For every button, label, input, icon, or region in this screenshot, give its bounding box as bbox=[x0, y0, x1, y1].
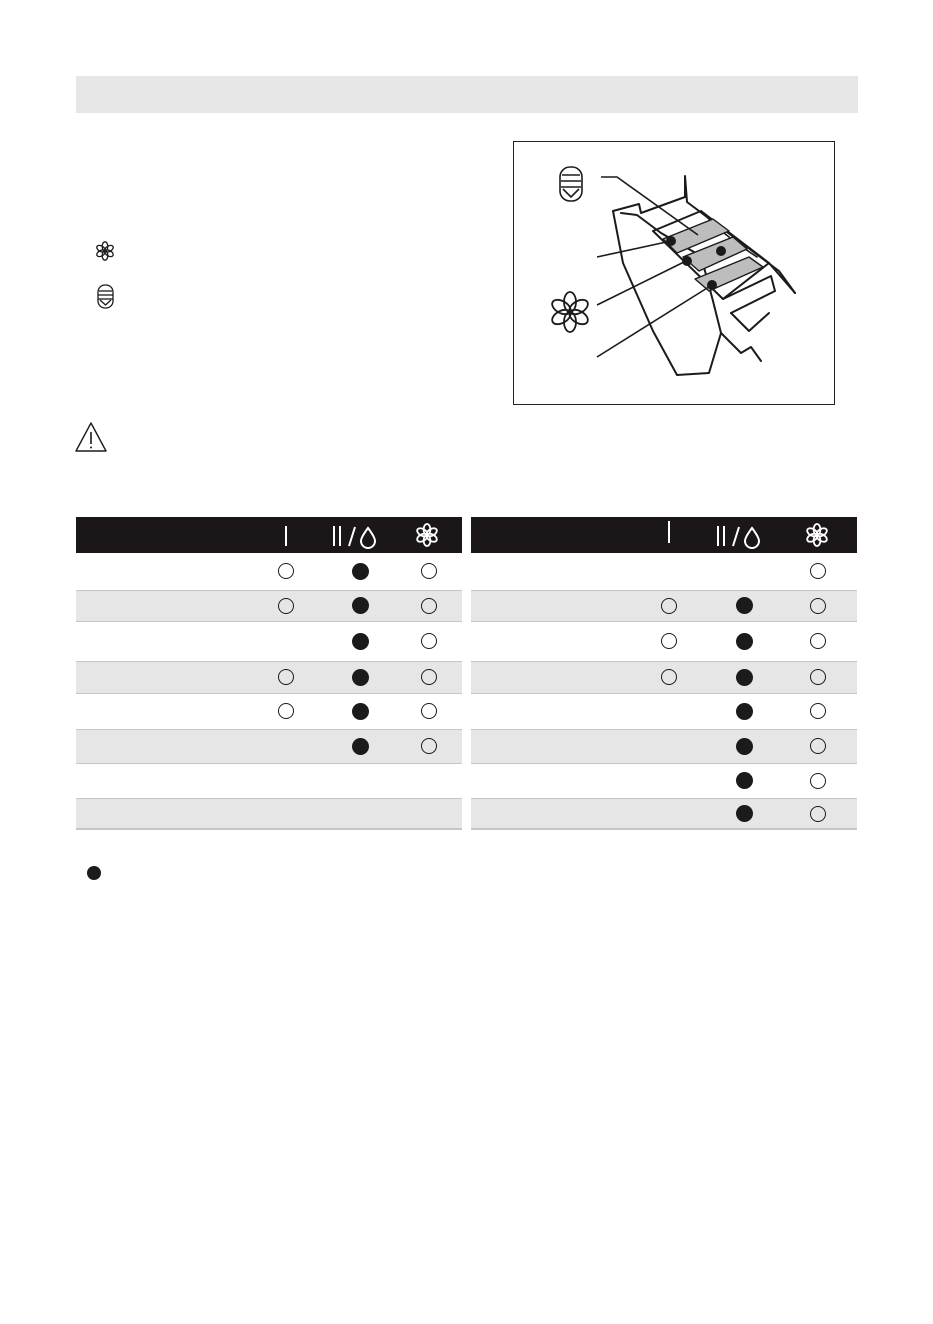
mainwash-liquid-compartment-icon bbox=[714, 522, 768, 550]
optional-mark bbox=[661, 598, 677, 614]
compartment-dot-mainwash bbox=[666, 236, 676, 246]
required-mark-legend bbox=[87, 866, 101, 880]
dosing-table-left bbox=[76, 517, 462, 830]
optional-mark bbox=[810, 669, 826, 685]
table-row bbox=[471, 662, 857, 694]
optional-mark bbox=[278, 598, 294, 614]
optional-mark bbox=[810, 738, 826, 754]
required-mark bbox=[736, 703, 753, 720]
flower-softener-icon bbox=[550, 292, 591, 332]
required-mark bbox=[736, 597, 753, 614]
compartment-dot-liquid bbox=[716, 246, 726, 256]
table-body bbox=[76, 553, 462, 830]
optional-mark bbox=[661, 669, 677, 685]
table-body bbox=[471, 553, 857, 830]
table-row bbox=[76, 764, 462, 799]
liquid-detergent-container-icon bbox=[96, 283, 116, 311]
required-mark bbox=[736, 772, 753, 789]
optional-mark bbox=[810, 563, 826, 579]
mainwash-liquid-compartment-icon bbox=[330, 522, 384, 550]
table-row bbox=[471, 730, 857, 764]
table-row bbox=[471, 764, 857, 799]
table-row bbox=[76, 799, 462, 830]
dispenser-drawing bbox=[514, 142, 834, 404]
optional-mark bbox=[810, 598, 826, 614]
flower-softener-icon bbox=[93, 239, 117, 263]
required-mark bbox=[736, 738, 753, 755]
table-row bbox=[471, 553, 857, 591]
required-mark bbox=[736, 633, 753, 650]
table-header bbox=[76, 517, 462, 553]
optional-mark bbox=[421, 563, 437, 579]
table-row bbox=[76, 591, 462, 622]
required-mark bbox=[352, 597, 369, 614]
table-row bbox=[76, 730, 462, 764]
required-mark bbox=[352, 563, 369, 580]
optional-mark bbox=[661, 633, 677, 649]
table-row bbox=[76, 662, 462, 694]
dispenser-illustration bbox=[513, 141, 835, 405]
optional-mark bbox=[421, 633, 437, 649]
required-mark bbox=[352, 738, 369, 755]
table-row bbox=[471, 622, 857, 662]
table-row bbox=[471, 591, 857, 622]
table-row bbox=[471, 799, 857, 830]
table-row bbox=[76, 622, 462, 662]
table-row bbox=[471, 694, 857, 730]
liquid-detergent-container-icon bbox=[560, 167, 582, 201]
required-mark bbox=[736, 669, 753, 686]
optional-mark bbox=[421, 669, 437, 685]
optional-mark bbox=[810, 806, 826, 822]
optional-mark bbox=[278, 703, 294, 719]
optional-mark bbox=[278, 563, 294, 579]
optional-mark bbox=[421, 598, 437, 614]
optional-mark bbox=[810, 633, 826, 649]
table-row bbox=[76, 553, 462, 591]
prewash-compartment-icon bbox=[281, 524, 291, 548]
optional-mark bbox=[421, 703, 437, 719]
optional-mark bbox=[810, 703, 826, 719]
required-mark bbox=[352, 633, 369, 650]
warning-triangle-icon bbox=[74, 420, 108, 454]
prewash-compartment-icon bbox=[664, 519, 674, 545]
optional-mark bbox=[421, 738, 437, 754]
table-row bbox=[76, 694, 462, 730]
required-mark bbox=[352, 703, 369, 720]
compartment-dot-softener bbox=[682, 256, 692, 266]
required-mark bbox=[736, 805, 753, 822]
dosing-table-right bbox=[471, 517, 857, 830]
softener-flower-icon bbox=[803, 521, 831, 549]
table-header bbox=[471, 517, 857, 553]
section-header-band bbox=[76, 76, 858, 113]
optional-mark bbox=[278, 669, 294, 685]
compartment-dot-prewash bbox=[707, 280, 717, 290]
optional-mark bbox=[810, 773, 826, 789]
softener-flower-icon bbox=[413, 521, 441, 549]
required-mark bbox=[352, 669, 369, 686]
